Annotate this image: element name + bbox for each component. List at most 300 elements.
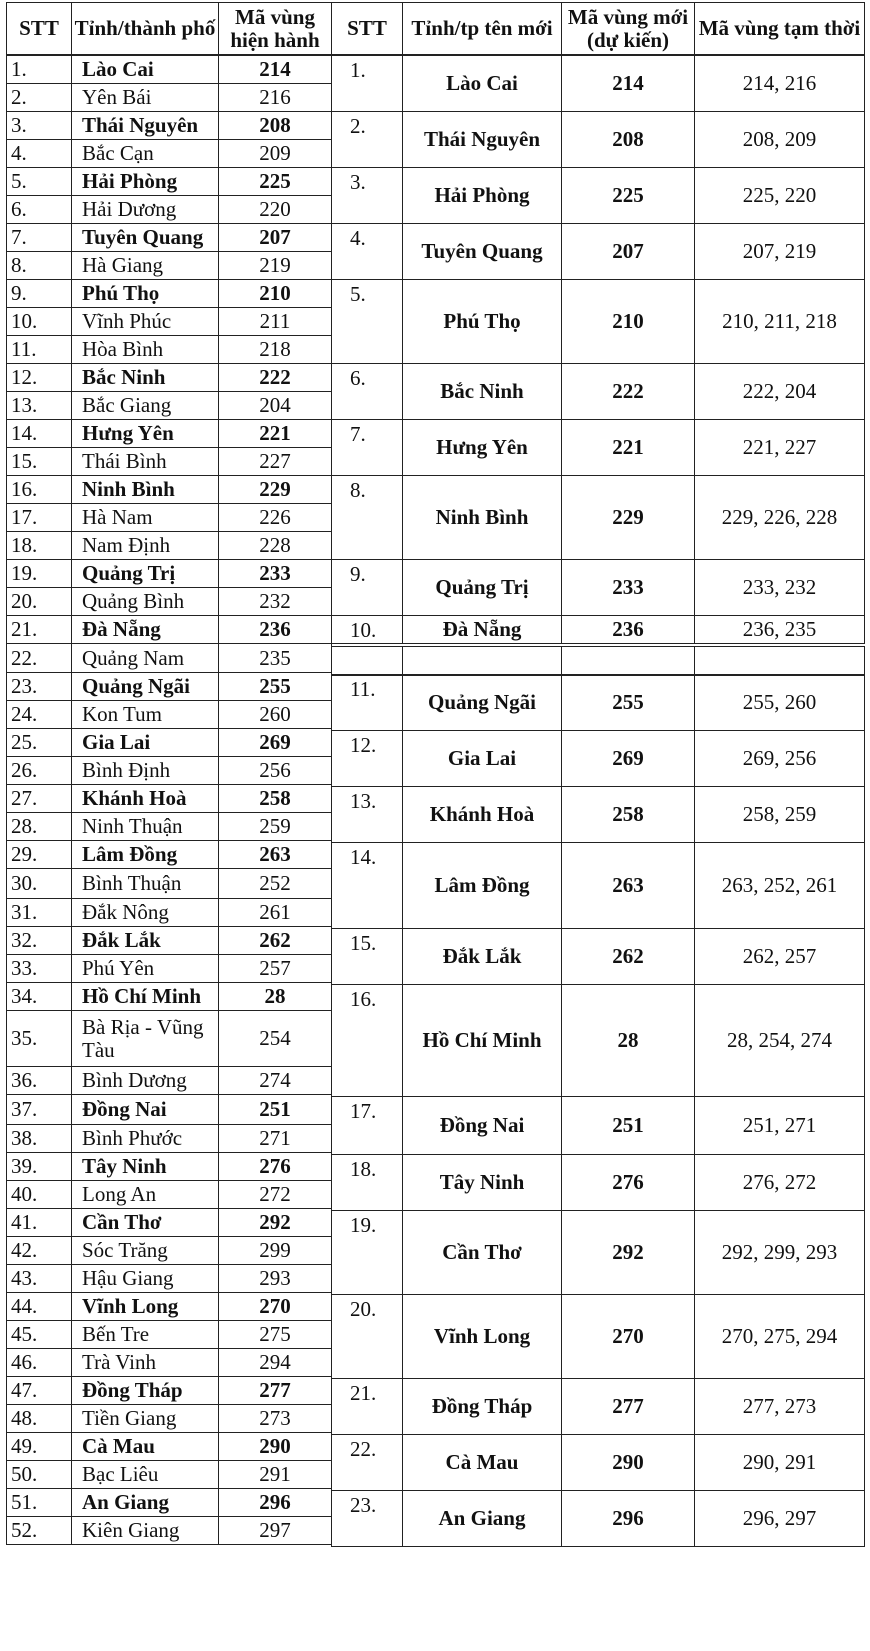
- table-row: [7, 1321, 332, 1349]
- area-code: 254: [219, 1011, 332, 1067]
- table-row: [7, 1153, 332, 1181]
- new-area-code: 292: [562, 1211, 695, 1295]
- new-row-number: 23.: [332, 1491, 403, 1547]
- row-number: 5.: [7, 168, 72, 196]
- table-row: [7, 1067, 332, 1095]
- province-name: Đắk Lắk: [72, 927, 219, 955]
- table-row: [7, 140, 332, 168]
- province-name: Cần Thơ: [72, 1209, 219, 1237]
- area-code: 222: [219, 364, 332, 392]
- new-area-code: 296: [562, 1491, 695, 1547]
- table-row: [332, 168, 865, 224]
- province-name: Hồ Chí Minh: [72, 983, 219, 1011]
- temporary-area-codes: 292, 299, 293: [695, 1211, 865, 1295]
- area-code: 263: [219, 841, 332, 869]
- new-province-name: Bắc Ninh: [403, 364, 562, 420]
- table-row: [7, 813, 332, 841]
- table-row: [7, 1095, 332, 1125]
- temporary-area-codes: 207, 219: [695, 224, 865, 280]
- temporary-area-codes: 290, 291: [695, 1435, 865, 1491]
- new-province-name: Quảng Trị: [403, 560, 562, 616]
- province-name: Gia Lai: [72, 729, 219, 757]
- new-row-number: 4.: [332, 224, 403, 280]
- table-row: [332, 787, 865, 843]
- province-name: Hà Nam: [72, 504, 219, 532]
- new-province-name: Vĩnh Long: [403, 1295, 562, 1379]
- area-code: 272: [219, 1181, 332, 1209]
- row-number: 36.: [7, 1067, 72, 1095]
- area-code: 292: [219, 1209, 332, 1237]
- table-row: [7, 673, 332, 701]
- area-code: 258: [219, 785, 332, 813]
- area-code: 274: [219, 1067, 332, 1095]
- new-area-code: 255: [562, 675, 695, 731]
- row-number: 26.: [7, 757, 72, 785]
- province-name: Bình Phước: [72, 1125, 219, 1153]
- temporary-area-codes: 28, 254, 274: [695, 985, 865, 1097]
- area-code: 226: [219, 504, 332, 532]
- table-header: [6, 2, 865, 55]
- new-row-number: 13.: [332, 787, 403, 843]
- new-province-name: Thái Nguyên: [403, 112, 562, 168]
- province-name: Bến Tre: [72, 1321, 219, 1349]
- table-row: [7, 364, 332, 392]
- table-row: [7, 280, 332, 308]
- table-row: [7, 899, 332, 927]
- table-row: [7, 955, 332, 983]
- row-number: 25.: [7, 729, 72, 757]
- area-code: 209: [219, 140, 332, 168]
- new-area-code: 210: [562, 280, 695, 364]
- row-number: 16.: [7, 476, 72, 504]
- area-code: 214: [219, 56, 332, 84]
- area-code: 225: [219, 168, 332, 196]
- new-area-code: 236: [562, 616, 695, 644]
- area-code: 296: [219, 1489, 332, 1517]
- province-name: Quảng Ngãi: [72, 673, 219, 701]
- table-row: [7, 701, 332, 729]
- table-row: [332, 675, 865, 731]
- province-name: Kiên Giang: [72, 1517, 219, 1545]
- new-area-code: 269: [562, 731, 695, 787]
- table-row: [7, 644, 332, 673]
- new-area-code: 276: [562, 1155, 695, 1211]
- table-row: [7, 588, 332, 616]
- table-row: [332, 1097, 865, 1155]
- temporary-area-codes: 210, 211, 218: [695, 280, 865, 364]
- new-province-name: Cà Mau: [403, 1435, 562, 1491]
- area-code: 236: [219, 616, 332, 644]
- row-number: 22.: [7, 644, 72, 673]
- row-number: 2.: [7, 84, 72, 112]
- row-number: 31.: [7, 899, 72, 927]
- area-code: 271: [219, 1125, 332, 1153]
- province-name: Phú Yên: [72, 955, 219, 983]
- province-name: Quảng Trị: [72, 560, 219, 588]
- header-new-name: Tỉnh/tp tên mới: [403, 3, 562, 55]
- temporary-area-codes: 221, 227: [695, 420, 865, 476]
- new-row-number: 8.: [332, 476, 403, 560]
- new-province-name: Đồng Tháp: [403, 1379, 562, 1435]
- province-name: Đắk Nông: [72, 899, 219, 927]
- table-row: [7, 1237, 332, 1265]
- temporary-area-codes: 229, 226, 228: [695, 476, 865, 560]
- row-number: 21.: [7, 616, 72, 644]
- new-row-number: 5.: [332, 280, 403, 364]
- new-area-code: 263: [562, 843, 695, 929]
- province-name: Bạc Liêu: [72, 1461, 219, 1489]
- area-code: 261: [219, 899, 332, 927]
- area-code: 257: [219, 955, 332, 983]
- row-number: 35.: [7, 1011, 72, 1067]
- table-row: [7, 336, 332, 364]
- province-name: Long An: [72, 1181, 219, 1209]
- new-province-name: Cần Thơ: [403, 1211, 562, 1295]
- new-row-number: 17.: [332, 1097, 403, 1155]
- area-code: 252: [219, 869, 332, 899]
- area-code: 256: [219, 757, 332, 785]
- new-area-code: 208: [562, 112, 695, 168]
- area-code: 290: [219, 1433, 332, 1461]
- area-code: 294: [219, 1349, 332, 1377]
- row-number: 9.: [7, 280, 72, 308]
- row-number: 37.: [7, 1095, 72, 1125]
- table-row: [7, 1517, 332, 1545]
- row-number: 4.: [7, 140, 72, 168]
- row-number: 28.: [7, 813, 72, 841]
- table-row: [7, 757, 332, 785]
- table-row: [7, 841, 332, 869]
- province-name: Đồng Nai: [72, 1095, 219, 1125]
- area-code: 291: [219, 1461, 332, 1489]
- province-name: Bình Dương: [72, 1067, 219, 1095]
- table-row: [332, 56, 865, 112]
- table-row: [332, 1435, 865, 1491]
- new-province-name: Tuyên Quang: [403, 224, 562, 280]
- header-province: Tỉnh/thành phố: [72, 3, 219, 55]
- table-row: [332, 1379, 865, 1435]
- table-row: [7, 616, 332, 644]
- row-number: 12.: [7, 364, 72, 392]
- row-number: 15.: [7, 448, 72, 476]
- area-code: 227: [219, 448, 332, 476]
- table-row: [7, 252, 332, 280]
- table-row: [7, 392, 332, 420]
- row-number: 34.: [7, 983, 72, 1011]
- province-name: Bắc Giang: [72, 392, 219, 420]
- new-area-code: 270: [562, 1295, 695, 1379]
- temporary-area-codes: 270, 275, 294: [695, 1295, 865, 1379]
- table-row: [7, 1433, 332, 1461]
- temporary-area-codes: 214, 216: [695, 56, 865, 112]
- area-code: 207: [219, 224, 332, 252]
- table-row: [7, 532, 332, 560]
- area-code: 297: [219, 1517, 332, 1545]
- new-province-name: An Giang: [403, 1491, 562, 1547]
- province-name: Hậu Giang: [72, 1265, 219, 1293]
- temporary-area-codes: 269, 256: [695, 731, 865, 787]
- temporary-area-codes: 296, 297: [695, 1491, 865, 1547]
- row-number: 38.: [7, 1125, 72, 1153]
- table-row: [7, 927, 332, 955]
- area-code: 228: [219, 532, 332, 560]
- area-code: 293: [219, 1265, 332, 1293]
- row-number: 48.: [7, 1405, 72, 1433]
- row-number: 45.: [7, 1321, 72, 1349]
- temporary-area-codes: 233, 232: [695, 560, 865, 616]
- table-row: [332, 843, 865, 929]
- temporary-area-codes: 251, 271: [695, 1097, 865, 1155]
- area-code: 260: [219, 701, 332, 729]
- area-code: 216: [219, 84, 332, 112]
- row-number: 43.: [7, 1265, 72, 1293]
- area-code: 262: [219, 927, 332, 955]
- new-row-number: 9.: [332, 560, 403, 616]
- row-number: 46.: [7, 1349, 72, 1377]
- province-name: Quảng Bình: [72, 588, 219, 616]
- province-name: Vĩnh Long: [72, 1293, 219, 1321]
- table-row: [7, 308, 332, 336]
- new-row-number: 22.: [332, 1435, 403, 1491]
- row-number: 44.: [7, 1293, 72, 1321]
- table-row: [7, 1349, 332, 1377]
- area-code: 233: [219, 560, 332, 588]
- new-province-name: Hưng Yên: [403, 420, 562, 476]
- table-row: [7, 1405, 332, 1433]
- table-row: [7, 1293, 332, 1321]
- row-number: 23.: [7, 673, 72, 701]
- row-number: 10.: [7, 308, 72, 336]
- area-code: 269: [219, 729, 332, 757]
- header-current-code: Mã vùng hiện hành: [219, 3, 332, 55]
- new-province-name: Lào Cai: [403, 56, 562, 112]
- table-row: [7, 1377, 332, 1405]
- new-provinces-empty-row: [331, 646, 865, 676]
- province-name: Đồng Tháp: [72, 1377, 219, 1405]
- row-number: 24.: [7, 701, 72, 729]
- area-code: 275: [219, 1321, 332, 1349]
- table-row: [332, 280, 865, 364]
- province-name: Thái Nguyên: [72, 112, 219, 140]
- area-code: 28: [219, 983, 332, 1011]
- new-area-code: 229: [562, 476, 695, 560]
- table-row: [332, 364, 865, 420]
- current-provinces-table: [6, 55, 332, 1545]
- province-name: An Giang: [72, 1489, 219, 1517]
- row-number: 29.: [7, 841, 72, 869]
- header-new-code: Mã vùng mới (dự kiến): [562, 3, 695, 55]
- row-number: 32.: [7, 927, 72, 955]
- table-row: [7, 84, 332, 112]
- row-number: 14.: [7, 420, 72, 448]
- row-number: 20.: [7, 588, 72, 616]
- table-row: [332, 1295, 865, 1379]
- province-name: Khánh Hoà: [72, 785, 219, 813]
- area-code: 211: [219, 308, 332, 336]
- province-name: Cà Mau: [72, 1433, 219, 1461]
- temporary-area-codes: 255, 260: [695, 675, 865, 731]
- area-code: 276: [219, 1153, 332, 1181]
- table-row: [332, 560, 865, 616]
- table-row: [7, 476, 332, 504]
- new-row-number: 18.: [332, 1155, 403, 1211]
- temporary-area-codes: 276, 272: [695, 1155, 865, 1211]
- table-row: [332, 476, 865, 560]
- area-code: 210: [219, 280, 332, 308]
- new-row-number: 6.: [332, 364, 403, 420]
- temporary-area-codes: 225, 220: [695, 168, 865, 224]
- temporary-area-codes: 262, 257: [695, 929, 865, 985]
- province-name: Ninh Bình: [72, 476, 219, 504]
- area-code: 229: [219, 476, 332, 504]
- header-stt-new: STT: [332, 3, 403, 55]
- area-code: 219: [219, 252, 332, 280]
- new-row-number: 11.: [332, 675, 403, 731]
- province-name: Quảng Nam: [72, 644, 219, 673]
- temporary-area-codes: 258, 259: [695, 787, 865, 843]
- province-name: Đà Nẵng: [72, 616, 219, 644]
- province-name: Yên Bái: [72, 84, 219, 112]
- new-row-number: 19.: [332, 1211, 403, 1295]
- row-number: 11.: [7, 336, 72, 364]
- area-code: 218: [219, 336, 332, 364]
- temporary-area-codes: 236, 235: [695, 616, 865, 644]
- table-row: [7, 785, 332, 813]
- table-row: [7, 1011, 332, 1067]
- area-code: 232: [219, 588, 332, 616]
- new-province-name: Lâm Đồng: [403, 843, 562, 929]
- new-area-code: 222: [562, 364, 695, 420]
- table-row: [7, 448, 332, 476]
- table-row: [7, 1181, 332, 1209]
- province-name: Hòa Bình: [72, 336, 219, 364]
- new-province-name: Tây Ninh: [403, 1155, 562, 1211]
- row-number: 52.: [7, 1517, 72, 1545]
- row-number: 33.: [7, 955, 72, 983]
- table-row: [332, 1211, 865, 1295]
- row-number: 51.: [7, 1489, 72, 1517]
- table-row: [7, 1209, 332, 1237]
- province-name: Thái Bình: [72, 448, 219, 476]
- row-number: 17.: [7, 504, 72, 532]
- new-row-number: 1.: [332, 56, 403, 112]
- new-province-name: Hồ Chí Minh: [403, 985, 562, 1097]
- table-row: [332, 1491, 865, 1547]
- table-row: [7, 168, 332, 196]
- row-number: 6.: [7, 196, 72, 224]
- table-row: [7, 196, 332, 224]
- table-row: [332, 420, 865, 476]
- new-area-code: 277: [562, 1379, 695, 1435]
- area-code: 273: [219, 1405, 332, 1433]
- area-code: 220: [219, 196, 332, 224]
- new-area-code: 28: [562, 985, 695, 1097]
- table-row: [7, 504, 332, 532]
- temporary-area-codes: 222, 204: [695, 364, 865, 420]
- new-province-name: Gia Lai: [403, 731, 562, 787]
- table-row: [7, 983, 332, 1011]
- table-row: [7, 1461, 332, 1489]
- new-area-code: 233: [562, 560, 695, 616]
- new-province-name: Đồng Nai: [403, 1097, 562, 1155]
- row-number: 49.: [7, 1433, 72, 1461]
- new-province-name: Quảng Ngãi: [403, 675, 562, 731]
- row-number: 19.: [7, 560, 72, 588]
- table-row: [7, 869, 332, 899]
- province-name: Bình Định: [72, 757, 219, 785]
- new-area-code: 207: [562, 224, 695, 280]
- new-area-code: 290: [562, 1435, 695, 1491]
- province-name: Hải Phòng: [72, 168, 219, 196]
- row-number: 7.: [7, 224, 72, 252]
- table-row: [7, 560, 332, 588]
- table-row: [332, 1155, 865, 1211]
- new-row-number: 3.: [332, 168, 403, 224]
- table-row: [7, 112, 332, 140]
- new-area-code: 258: [562, 787, 695, 843]
- area-code: 270: [219, 1293, 332, 1321]
- table-row: [332, 224, 865, 280]
- area-code: 259: [219, 813, 332, 841]
- new-area-code: 214: [562, 56, 695, 112]
- header-temp-code: Mã vùng tạm thời: [695, 3, 865, 55]
- row-number: 8.: [7, 252, 72, 280]
- row-number: 3.: [7, 112, 72, 140]
- new-province-name: Đắk Lắk: [403, 929, 562, 985]
- province-name: Phú Thọ: [72, 280, 219, 308]
- table-row: [7, 729, 332, 757]
- province-name: Sóc Trăng: [72, 1237, 219, 1265]
- new-row-number: 7.: [332, 420, 403, 476]
- new-area-code: 251: [562, 1097, 695, 1155]
- table-row: [332, 731, 865, 787]
- province-name: Bà Rịa - Vũng Tàu: [72, 1011, 219, 1067]
- new-province-name: Khánh Hoà: [403, 787, 562, 843]
- row-number: 13.: [7, 392, 72, 420]
- row-number: 41.: [7, 1209, 72, 1237]
- province-name: Nam Định: [72, 532, 219, 560]
- new-area-code: 225: [562, 168, 695, 224]
- province-name: Bắc Ninh: [72, 364, 219, 392]
- table-row: [7, 1125, 332, 1153]
- province-name: Hải Dương: [72, 196, 219, 224]
- new-area-code: 221: [562, 420, 695, 476]
- province-name: Hưng Yên: [72, 420, 219, 448]
- row-number: 40.: [7, 1181, 72, 1209]
- province-name: Kon Tum: [72, 701, 219, 729]
- area-code: 204: [219, 392, 332, 420]
- province-name: Tuyên Quang: [72, 224, 219, 252]
- province-name: Lâm Đồng: [72, 841, 219, 869]
- area-code: 299: [219, 1237, 332, 1265]
- table-row: [7, 56, 332, 84]
- new-row-number: 15.: [332, 929, 403, 985]
- new-row-number: 16.: [332, 985, 403, 1097]
- temporary-area-codes: 263, 252, 261: [695, 843, 865, 929]
- area-code: 255: [219, 673, 332, 701]
- new-province-name: Đà Nẵng: [403, 616, 562, 644]
- row-number: 47.: [7, 1377, 72, 1405]
- new-row-number: 20.: [332, 1295, 403, 1379]
- province-name: Trà Vinh: [72, 1349, 219, 1377]
- province-name: Tây Ninh: [72, 1153, 219, 1181]
- new-provinces-table-bottom: [331, 674, 865, 1547]
- new-provinces-table-top: [331, 55, 865, 644]
- area-code: 251: [219, 1095, 332, 1125]
- new-row-number: 2.: [332, 112, 403, 168]
- table-row: [332, 985, 865, 1097]
- row-number: 1.: [7, 56, 72, 84]
